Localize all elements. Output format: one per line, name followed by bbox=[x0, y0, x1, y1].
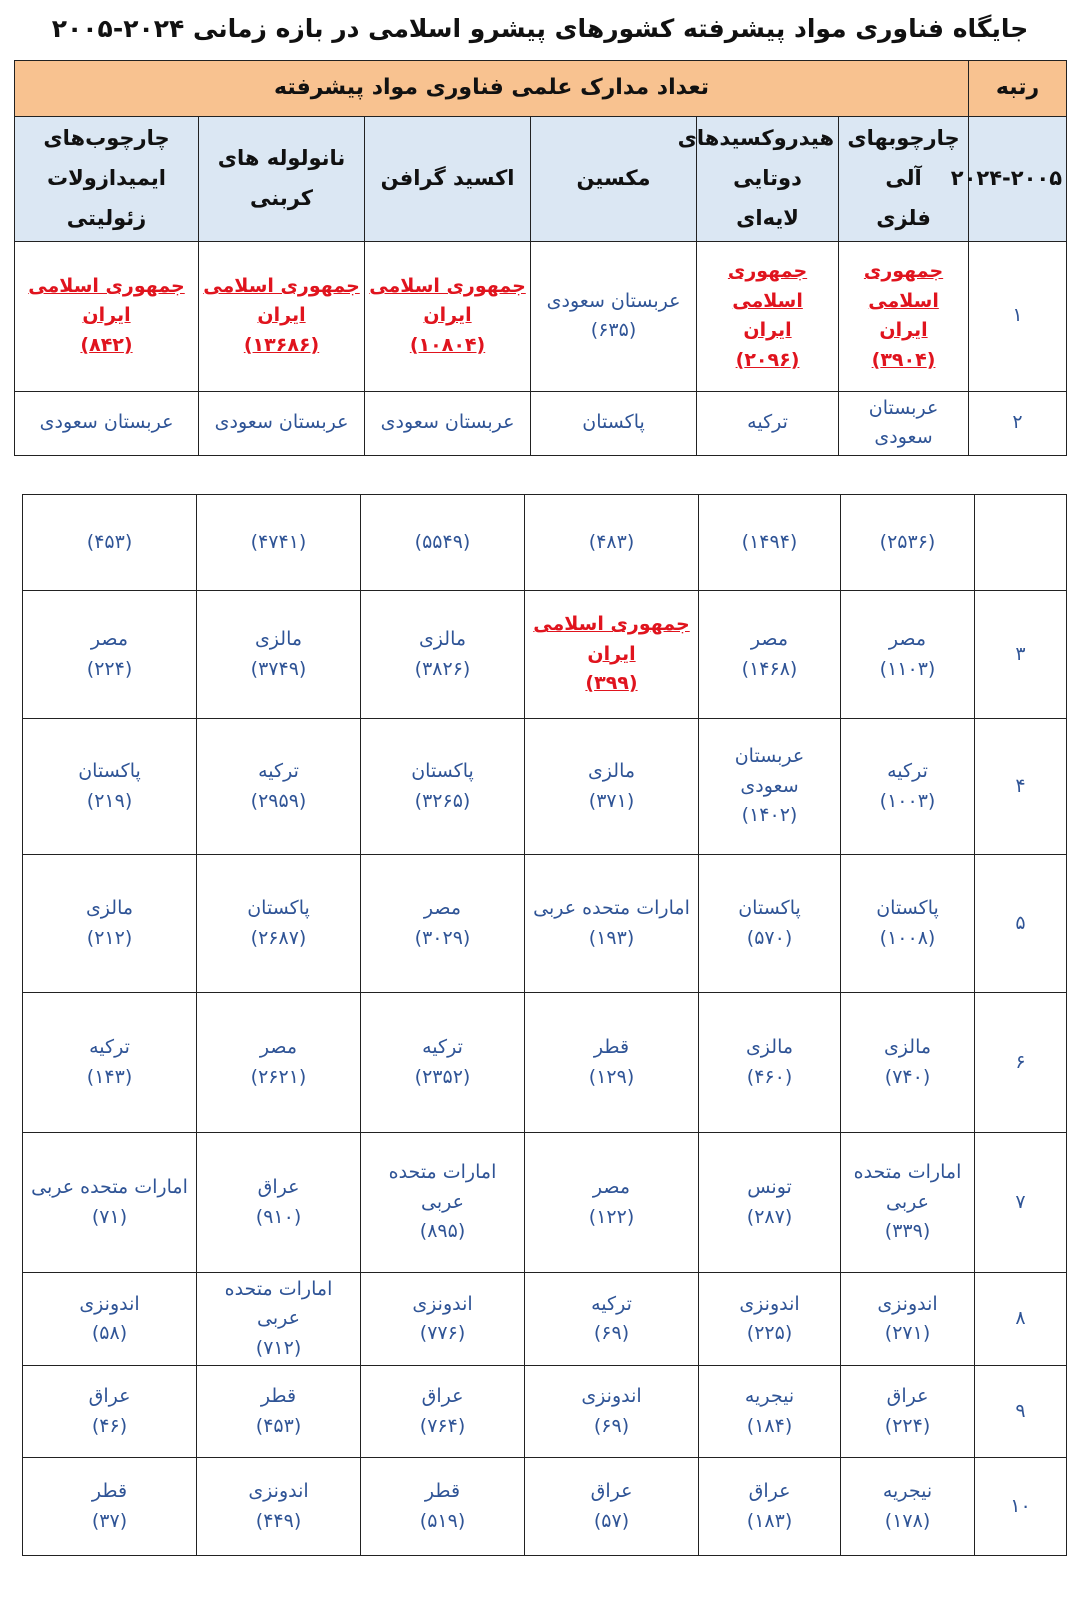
country-cell bbox=[699, 591, 841, 719]
country-cell-line: (۱۰۸۰۴) bbox=[409, 333, 486, 356]
ranking-table-bottom-body bbox=[23, 495, 1067, 1556]
country-cell-line: امارات متحده عربی bbox=[533, 897, 690, 920]
country-cell-line: پاکستان bbox=[78, 760, 141, 783]
rank-cell: ۷ bbox=[975, 1133, 1067, 1273]
country-cell-line: پاکستان bbox=[876, 897, 939, 920]
country-cell-line: عربستان سعودی bbox=[868, 396, 939, 449]
table-row bbox=[23, 1133, 1067, 1273]
country-cell bbox=[525, 1133, 699, 1273]
country-cell bbox=[361, 993, 525, 1133]
country-cell bbox=[197, 495, 361, 591]
country-cell-line: (۱۹۳) bbox=[588, 926, 635, 949]
ranking-table-top-body bbox=[15, 61, 1067, 456]
country-cell-line: عربستان سعودی bbox=[734, 745, 805, 797]
country-cell-line: جمهوری اسلامی bbox=[727, 260, 808, 312]
country-cell-line: پاکستان bbox=[411, 760, 474, 783]
country-cell-line: (۸۹۵) bbox=[419, 1220, 466, 1243]
country-cell bbox=[841, 495, 975, 591]
rank-cell: ۸ bbox=[975, 1273, 1067, 1366]
country-cell-line: (۵۱۹) bbox=[419, 1509, 466, 1532]
country-cell bbox=[23, 1366, 197, 1458]
country-cell bbox=[841, 1273, 975, 1366]
country-cell-line: (۲۹۵۹) bbox=[250, 789, 307, 812]
country-cell-line: ترکیه bbox=[887, 760, 928, 783]
country-cell-line: (۲۲۵) bbox=[746, 1322, 793, 1345]
country-cell-line: (۲۱۲) bbox=[86, 926, 133, 949]
ranking-table-bottom bbox=[22, 494, 1067, 1556]
country-cell-line: قطر bbox=[91, 1480, 128, 1503]
country-cell bbox=[15, 241, 199, 391]
country-cell-line: پاکستان bbox=[582, 411, 645, 434]
column-header-line: مکسین bbox=[576, 165, 651, 190]
country-cell-line: تونس bbox=[747, 1176, 792, 1199]
country-cell-line: عربستان سعودی bbox=[546, 289, 681, 312]
country-cell-line: ترکیه bbox=[747, 411, 788, 434]
rank-cell: ۲ bbox=[969, 391, 1067, 455]
country-cell bbox=[525, 993, 699, 1133]
country-cell-line: مالزی bbox=[418, 628, 467, 651]
country-cell-line: (۳۳۹) bbox=[884, 1220, 931, 1243]
country-cell-line: (۴۶۰) bbox=[746, 1065, 793, 1088]
country-cell-line: ترکیه bbox=[422, 1036, 463, 1059]
country-cell-line: جمهوری اسلامی ایران bbox=[203, 275, 360, 327]
country-cell-line: (۷۷۶) bbox=[419, 1322, 466, 1345]
country-cell-line: (۳۷۱) bbox=[588, 789, 635, 812]
country-cell bbox=[699, 1366, 841, 1458]
country-cell-line: (۲۰۹۶) bbox=[735, 348, 800, 371]
page-title: جایگاه فناوری مواد پیشرفته کشورهای پیشرو اسلامی در بازه زمانی ۲۰۲۴-۲۰۰۵ bbox=[51, 14, 1029, 43]
country-cell-line: (۱۴۰۲) bbox=[741, 804, 798, 827]
table-row bbox=[23, 1273, 1067, 1366]
country-cell bbox=[23, 719, 197, 855]
table-row bbox=[15, 241, 1067, 391]
country-cell-line: مصر bbox=[90, 628, 129, 651]
docs-header: تعداد مدارک علمی فناوری مواد پیشرفته bbox=[15, 61, 969, 117]
country-cell-line: (۴۵۳) bbox=[86, 530, 133, 553]
country-cell bbox=[15, 391, 199, 455]
table-row bbox=[23, 719, 1067, 855]
country-cell-line: عربی bbox=[886, 1190, 929, 1213]
country-cell-line: امارات متحده عربی bbox=[388, 1161, 497, 1213]
country-cell bbox=[361, 719, 525, 855]
country-cell bbox=[365, 241, 531, 391]
country-cell-line: (۵۵۴۹) bbox=[414, 530, 471, 553]
country-cell-line: پاکستان bbox=[247, 897, 310, 920]
country-cell bbox=[839, 391, 969, 455]
country-cell-line: (۱۳۶۸۶) bbox=[243, 333, 320, 356]
country-cell bbox=[197, 1133, 361, 1273]
country-cell-line: عربستان سعودی bbox=[39, 411, 174, 434]
country-cell-line: (۳۸۲۶) bbox=[414, 657, 471, 680]
country-cell-line: (۱۴۳) bbox=[86, 1065, 133, 1088]
table-row bbox=[23, 1458, 1067, 1556]
country-cell bbox=[699, 1273, 841, 1366]
country-cell-line: (۱۱۰۳) bbox=[879, 657, 936, 680]
country-cell bbox=[699, 1458, 841, 1556]
rank-header: رتبه bbox=[969, 61, 1067, 117]
country-cell bbox=[23, 1133, 197, 1273]
country-cell-line: قطر bbox=[260, 1385, 297, 1408]
country-cell bbox=[531, 391, 697, 455]
table-row bbox=[23, 1366, 1067, 1458]
ranking-table-top bbox=[14, 60, 1067, 456]
column-header-line: فلزی bbox=[876, 205, 931, 230]
country-cell bbox=[23, 993, 197, 1133]
country-cell bbox=[23, 1273, 197, 1366]
column-header-line: دوتایی لایه‌ای bbox=[733, 165, 802, 230]
country-cell bbox=[525, 495, 699, 591]
table-row bbox=[23, 495, 1067, 591]
country-cell-line: جمهوری اسلامی ایران bbox=[28, 275, 185, 327]
country-cell-line: مصر bbox=[888, 628, 927, 651]
table-row bbox=[23, 993, 1067, 1133]
country-cell-line: نیجریه bbox=[882, 1480, 933, 1503]
country-cell-line: مالزی bbox=[883, 1036, 932, 1059]
country-cell-line: ترکیه bbox=[89, 1036, 130, 1059]
country-cell bbox=[199, 241, 365, 391]
rank-cell bbox=[975, 495, 1067, 591]
country-cell-line: (۶۳۵) bbox=[590, 319, 637, 342]
country-cell-line: (۱۴۶۸) bbox=[741, 657, 798, 680]
country-cell-line: عراق bbox=[257, 1176, 300, 1199]
country-cell bbox=[525, 719, 699, 855]
country-cell-line: اندونزی bbox=[581, 1385, 642, 1408]
country-cell-line: امارات متحده عربی bbox=[224, 1278, 333, 1330]
country-cell bbox=[841, 1458, 975, 1556]
column-header-line: ایمیدازولات زئولیتی bbox=[47, 165, 166, 230]
country-cell bbox=[197, 1273, 361, 1366]
header-row-top bbox=[15, 61, 1067, 117]
country-cell bbox=[197, 855, 361, 993]
rank-cell: ۳ bbox=[975, 591, 1067, 719]
country-cell-line: (۷۱۲) bbox=[255, 1336, 302, 1359]
country-cell-line: (۴۸۳) bbox=[588, 530, 635, 553]
column-header bbox=[199, 117, 365, 242]
country-cell-line: ترکیه bbox=[258, 760, 299, 783]
column-header bbox=[839, 117, 969, 242]
country-cell bbox=[23, 1458, 197, 1556]
country-cell bbox=[23, 591, 197, 719]
table-row bbox=[23, 591, 1067, 719]
country-cell-line: اسلامی ایران bbox=[868, 289, 939, 342]
country-cell-line: نیجریه bbox=[744, 1385, 795, 1408]
country-cell bbox=[361, 495, 525, 591]
country-cell-line: (۳۹۹) bbox=[585, 672, 638, 695]
country-cell-line: (۴۶) bbox=[91, 1414, 128, 1437]
column-header bbox=[531, 117, 697, 242]
country-cell-line: (۴۵۳) bbox=[255, 1414, 302, 1437]
country-cell bbox=[697, 391, 839, 455]
table-row bbox=[23, 855, 1067, 993]
country-cell bbox=[699, 855, 841, 993]
country-cell-line: امارات متحده عربی bbox=[31, 1176, 188, 1199]
rank-cell: ۴ bbox=[975, 719, 1067, 855]
rank-cell: ۶ bbox=[975, 993, 1067, 1133]
country-cell-line: (۳۲۶۵) bbox=[414, 789, 471, 812]
country-cell-line: مالزی bbox=[85, 897, 134, 920]
country-cell-line: مصر bbox=[423, 897, 462, 920]
country-cell-line: (۲۲۴) bbox=[884, 1414, 931, 1437]
country-cell-line: ایران bbox=[743, 319, 792, 342]
country-cell-line: (۲۱۹) bbox=[86, 789, 133, 812]
country-cell-line: (۱۷۸) bbox=[884, 1509, 931, 1532]
country-cell-line: (۳۹۰۴) bbox=[871, 348, 936, 371]
country-cell-line: (۴۷۴۱) bbox=[250, 530, 307, 553]
country-cell bbox=[365, 391, 531, 455]
country-cell-line: قطر bbox=[424, 1480, 461, 1503]
country-cell-line: مصر bbox=[592, 1176, 631, 1199]
country-cell bbox=[361, 591, 525, 719]
country-cell-line: (۲۵۳۶) bbox=[879, 530, 936, 553]
country-cell bbox=[841, 591, 975, 719]
country-cell-line: اندونزی bbox=[412, 1292, 473, 1315]
country-cell-line: (۳۷) bbox=[91, 1509, 128, 1532]
country-cell-line: عربستان سعودی bbox=[380, 411, 515, 434]
country-cell bbox=[361, 855, 525, 993]
country-cell bbox=[531, 241, 697, 391]
country-cell bbox=[699, 719, 841, 855]
country-cell-line: (۱۴۹۴) bbox=[741, 530, 798, 553]
country-cell bbox=[841, 855, 975, 993]
country-cell-line: (۹۱۰) bbox=[255, 1205, 302, 1228]
country-cell-line: (۲۶۲۱) bbox=[250, 1065, 307, 1088]
country-cell-line: مالزی bbox=[254, 628, 303, 651]
country-cell-line: قطر bbox=[593, 1036, 630, 1059]
rank-cell: ۹ bbox=[975, 1366, 1067, 1458]
country-cell bbox=[525, 591, 699, 719]
country-cell-line: مالزی bbox=[745, 1036, 794, 1059]
country-cell bbox=[699, 1133, 841, 1273]
column-header bbox=[365, 117, 531, 242]
column-header bbox=[677, 117, 839, 242]
country-cell bbox=[197, 1458, 361, 1556]
rank-cell: ۵ bbox=[975, 855, 1067, 993]
country-cell bbox=[697, 241, 839, 391]
country-cell-line: (۵۸) bbox=[91, 1322, 128, 1345]
country-cell-line: مصر bbox=[750, 628, 789, 651]
country-cell bbox=[361, 1133, 525, 1273]
country-cell-line: (۵۷) bbox=[593, 1509, 630, 1532]
country-cell-line: (۸۴۲) bbox=[80, 333, 133, 356]
country-cell bbox=[197, 591, 361, 719]
column-header-line: چارچوبهای آلی bbox=[847, 126, 960, 190]
country-cell bbox=[841, 719, 975, 855]
country-cell bbox=[699, 495, 841, 591]
country-cell bbox=[199, 391, 365, 455]
country-cell-line: (۲۸۷) bbox=[746, 1205, 793, 1228]
country-cell bbox=[361, 1273, 525, 1366]
rank-cell: ۱ bbox=[969, 241, 1067, 391]
country-cell bbox=[23, 495, 197, 591]
country-cell-line: جمهوری bbox=[863, 260, 944, 283]
country-cell-line: عراق bbox=[748, 1480, 791, 1503]
column-header-line: هیدروکسیدهای bbox=[677, 126, 835, 150]
country-cell bbox=[361, 1366, 525, 1458]
country-cell bbox=[361, 1458, 525, 1556]
country-cell bbox=[841, 1366, 975, 1458]
period-header: ۲۰۲۴-۲۰۰۵ bbox=[969, 117, 1067, 242]
country-cell-line: (۱۸۳) bbox=[746, 1509, 793, 1532]
country-cell bbox=[841, 1133, 975, 1273]
country-cell-line: (۲۶۸۷) bbox=[250, 926, 307, 949]
country-cell-line: مالزی bbox=[587, 760, 636, 783]
country-cell-line: (۷۱) bbox=[91, 1205, 128, 1228]
country-cell-line: عراق bbox=[886, 1385, 929, 1408]
country-cell-line: (۶۹) bbox=[593, 1322, 630, 1345]
country-cell-line: (۲۳۵۲) bbox=[414, 1065, 471, 1088]
country-cell-line: (۱۲۲) bbox=[588, 1205, 635, 1228]
country-cell bbox=[839, 241, 969, 391]
country-cell-line: (۴۴۹) bbox=[255, 1509, 302, 1532]
country-cell-line: (۱۰۰۳) bbox=[879, 789, 936, 812]
country-cell bbox=[197, 719, 361, 855]
column-header bbox=[15, 117, 199, 242]
country-cell-line: (۷۴۰) bbox=[884, 1065, 931, 1088]
country-cell-line: (۳۰۲۹) bbox=[414, 926, 471, 949]
country-cell-line: عربستان سعودی bbox=[214, 411, 349, 434]
country-cell-line: امارات متحده bbox=[853, 1161, 962, 1184]
country-cell-line: (۶۹) bbox=[593, 1414, 630, 1437]
country-cell bbox=[197, 1366, 361, 1458]
country-cell bbox=[197, 993, 361, 1133]
column-header-line: نانولوله های کربنی bbox=[217, 145, 346, 210]
country-cell bbox=[525, 1458, 699, 1556]
table-row bbox=[15, 391, 1067, 455]
rank-cell: ۱۰ bbox=[975, 1458, 1067, 1556]
country-cell-line: اندونزی bbox=[877, 1292, 938, 1315]
country-cell-line: (۱۸۴) bbox=[746, 1414, 793, 1437]
country-cell bbox=[525, 1273, 699, 1366]
country-cell-line: (۳۷۴۹) bbox=[250, 657, 307, 680]
country-cell-line: اندونزی bbox=[248, 1480, 309, 1503]
country-cell-line: (۱۰۰۸) bbox=[879, 926, 936, 949]
country-cell-line: عراق bbox=[590, 1480, 633, 1503]
country-cell-line: (۲۲۴) bbox=[86, 657, 133, 680]
country-cell-line: جمهوری اسلامی ایران bbox=[369, 275, 526, 327]
country-cell bbox=[525, 855, 699, 993]
country-cell bbox=[525, 1366, 699, 1458]
country-cell bbox=[841, 993, 975, 1133]
country-cell-line: (۱۲۹) bbox=[588, 1065, 635, 1088]
country-cell bbox=[23, 855, 197, 993]
country-cell-line: پاکستان bbox=[738, 897, 801, 920]
column-header-line: چارچوب‌های bbox=[43, 126, 170, 150]
country-cell-line: ترکیه bbox=[591, 1292, 632, 1315]
country-cell-line: (۷۶۴) bbox=[419, 1414, 466, 1437]
header-row-columns bbox=[15, 117, 1067, 242]
column-header-line: اکسید گرافن bbox=[380, 165, 515, 190]
country-cell-line: (۵۷۰) bbox=[746, 926, 793, 949]
country-cell-line: مصر bbox=[259, 1036, 298, 1059]
country-cell-line: عراق bbox=[88, 1385, 131, 1408]
country-cell-line: عراق bbox=[421, 1385, 464, 1408]
country-cell-line: اندونزی bbox=[79, 1292, 140, 1315]
country-cell-line: جمهوری اسلامی ایران bbox=[533, 613, 690, 665]
country-cell bbox=[699, 993, 841, 1133]
country-cell-line: (۲۷۱) bbox=[884, 1322, 931, 1345]
country-cell-line: اندونزی bbox=[739, 1292, 800, 1315]
